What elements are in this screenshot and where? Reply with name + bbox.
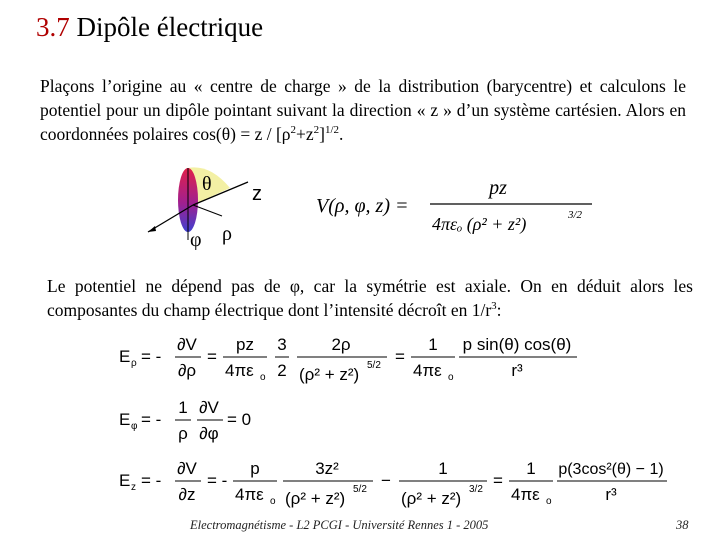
potential-numerator: pz (489, 177, 507, 199)
e-phi-eq1: = - (141, 410, 162, 429)
e-phi-lhs: E (119, 410, 131, 429)
e-z-f2-den: (ρ² + z²) (285, 489, 346, 508)
intro-text: Plaçons l’origine au « centre de charge » de la distribution (barycentre) et calculons le potentiel pour un dipôle pointant suivant la direction « z » d’un système cartésien. Alors en coordonnées polaires cos(θ) = z / [ρ (40, 76, 686, 144)
e-rho-formula (115, 330, 585, 388)
intro-text-mid-1: +z (296, 124, 314, 144)
e-z-eq1: = - (141, 471, 162, 490)
e-phi-f2-den: ∂φ (199, 424, 219, 443)
e-rho-f3-den: (ρ² + z²) (299, 365, 360, 384)
e-z-formula (115, 452, 680, 514)
e-rho-f3-num: 2ρ (331, 335, 351, 354)
slide-title (36, 12, 263, 43)
e-z-lhs: E (119, 471, 131, 490)
e-rho-eq2: = (207, 347, 217, 366)
e-z-lhs-sub: z (131, 482, 136, 493)
e-z-f2-exp: 5/2 (353, 484, 367, 495)
dipole-figure (140, 160, 280, 250)
field-sup: 3 (491, 300, 497, 313)
e-z-f3-exp: 3/2 (469, 484, 483, 495)
e-z-f5-num: p(3cos²(θ) − 1) (558, 461, 664, 478)
e-rho-eq1: = - (141, 347, 162, 366)
theta-label: θ (202, 173, 212, 195)
e-rho-f1-den-sub: o (260, 372, 266, 383)
intro-paragraph (40, 74, 686, 146)
e-z-f2-num: 3z² (315, 459, 339, 478)
e-z-f1-num: p (250, 459, 260, 478)
e-rho-f2-num: 3 (277, 335, 287, 354)
e-z-f3-num: 1 (438, 459, 448, 478)
e-z-dnum: ∂V (177, 459, 197, 478)
e-z-f4-den-sub: o (546, 496, 552, 507)
e-rho-dden: ∂ρ (177, 361, 197, 380)
intro-sup-2: 2 (313, 124, 320, 137)
field-text-end: : (496, 300, 502, 320)
e-rho-f1-den: 4πε (225, 361, 254, 380)
intro-sup-3: 1/2 (324, 124, 340, 137)
intro-text-mid-2: ] (319, 124, 325, 144)
e-phi-f2-num: ∂V (199, 398, 219, 417)
potential-exponent: 3/2 (568, 209, 583, 221)
e-rho-lhs-sub: ρ (131, 358, 137, 369)
e-z-f4-den: 4πε (511, 485, 540, 504)
rho-label: ρ (222, 223, 232, 245)
e-rho-f4-num: 1 (428, 335, 438, 354)
potential-formula (310, 172, 610, 242)
e-z-f4-num: 1 (526, 459, 536, 478)
e-z-f3-den: (ρ² + z²) (401, 489, 462, 508)
field-text: Le potentiel ne dépend pas de φ, car la symétrie est axiale. On en déduit alors les composantes du champ électrique dont l’intensité décroît en 1/r (47, 276, 693, 320)
e-phi-f1-num: 1 (178, 398, 188, 417)
e-rho-lhs: E (119, 347, 131, 366)
e-rho-f4-den-sub: o (448, 372, 454, 383)
e-phi-formula (115, 395, 295, 447)
e-rho-f1-num: pz (236, 335, 254, 354)
e-z-f1-den-sub: o (270, 496, 276, 507)
e-z-minus: − (381, 471, 391, 490)
potential-lhs: V(ρ, φ, z) = (316, 195, 409, 217)
z-label: z (252, 183, 262, 205)
e-z-f1-den: 4πε (235, 485, 264, 504)
intro-sup-1: 2 (290, 124, 297, 137)
e-rho-eq3: = (395, 347, 405, 366)
intro-text-end: . (339, 124, 344, 144)
e-rho-f4-den: 4πε (413, 361, 442, 380)
e-rho-dnum: ∂V (177, 335, 197, 354)
page-number: 38 (676, 518, 689, 532)
potential-denominator: 4πεₒ (ρ² + z²) (432, 214, 527, 234)
footer-text: Electromagnétisme - L2 PCGI - Université Rennes 1 - 2005 (190, 518, 489, 532)
e-phi-eq2: = 0 (227, 410, 252, 429)
e-rho-f3-exp: 5/2 (367, 360, 381, 371)
e-phi-f1-den: ρ (178, 424, 188, 443)
e-z-f5-den: r³ (605, 485, 617, 504)
section-number: 3.7 (36, 12, 70, 42)
e-rho-f5-num: p sin(θ) cos(θ) (462, 335, 572, 354)
phi-label: φ (190, 229, 202, 250)
e-z-eq3: = (493, 471, 503, 490)
e-z-eq2: = - (207, 471, 228, 490)
field-paragraph (47, 274, 693, 322)
e-rho-f2-den: 2 (277, 361, 287, 380)
e-rho-f5-den: r³ (511, 361, 523, 380)
e-phi-lhs-sub: φ (131, 421, 138, 432)
e-z-dden: ∂z (178, 485, 196, 504)
section-title-text: Dipôle électrique (69, 12, 264, 42)
